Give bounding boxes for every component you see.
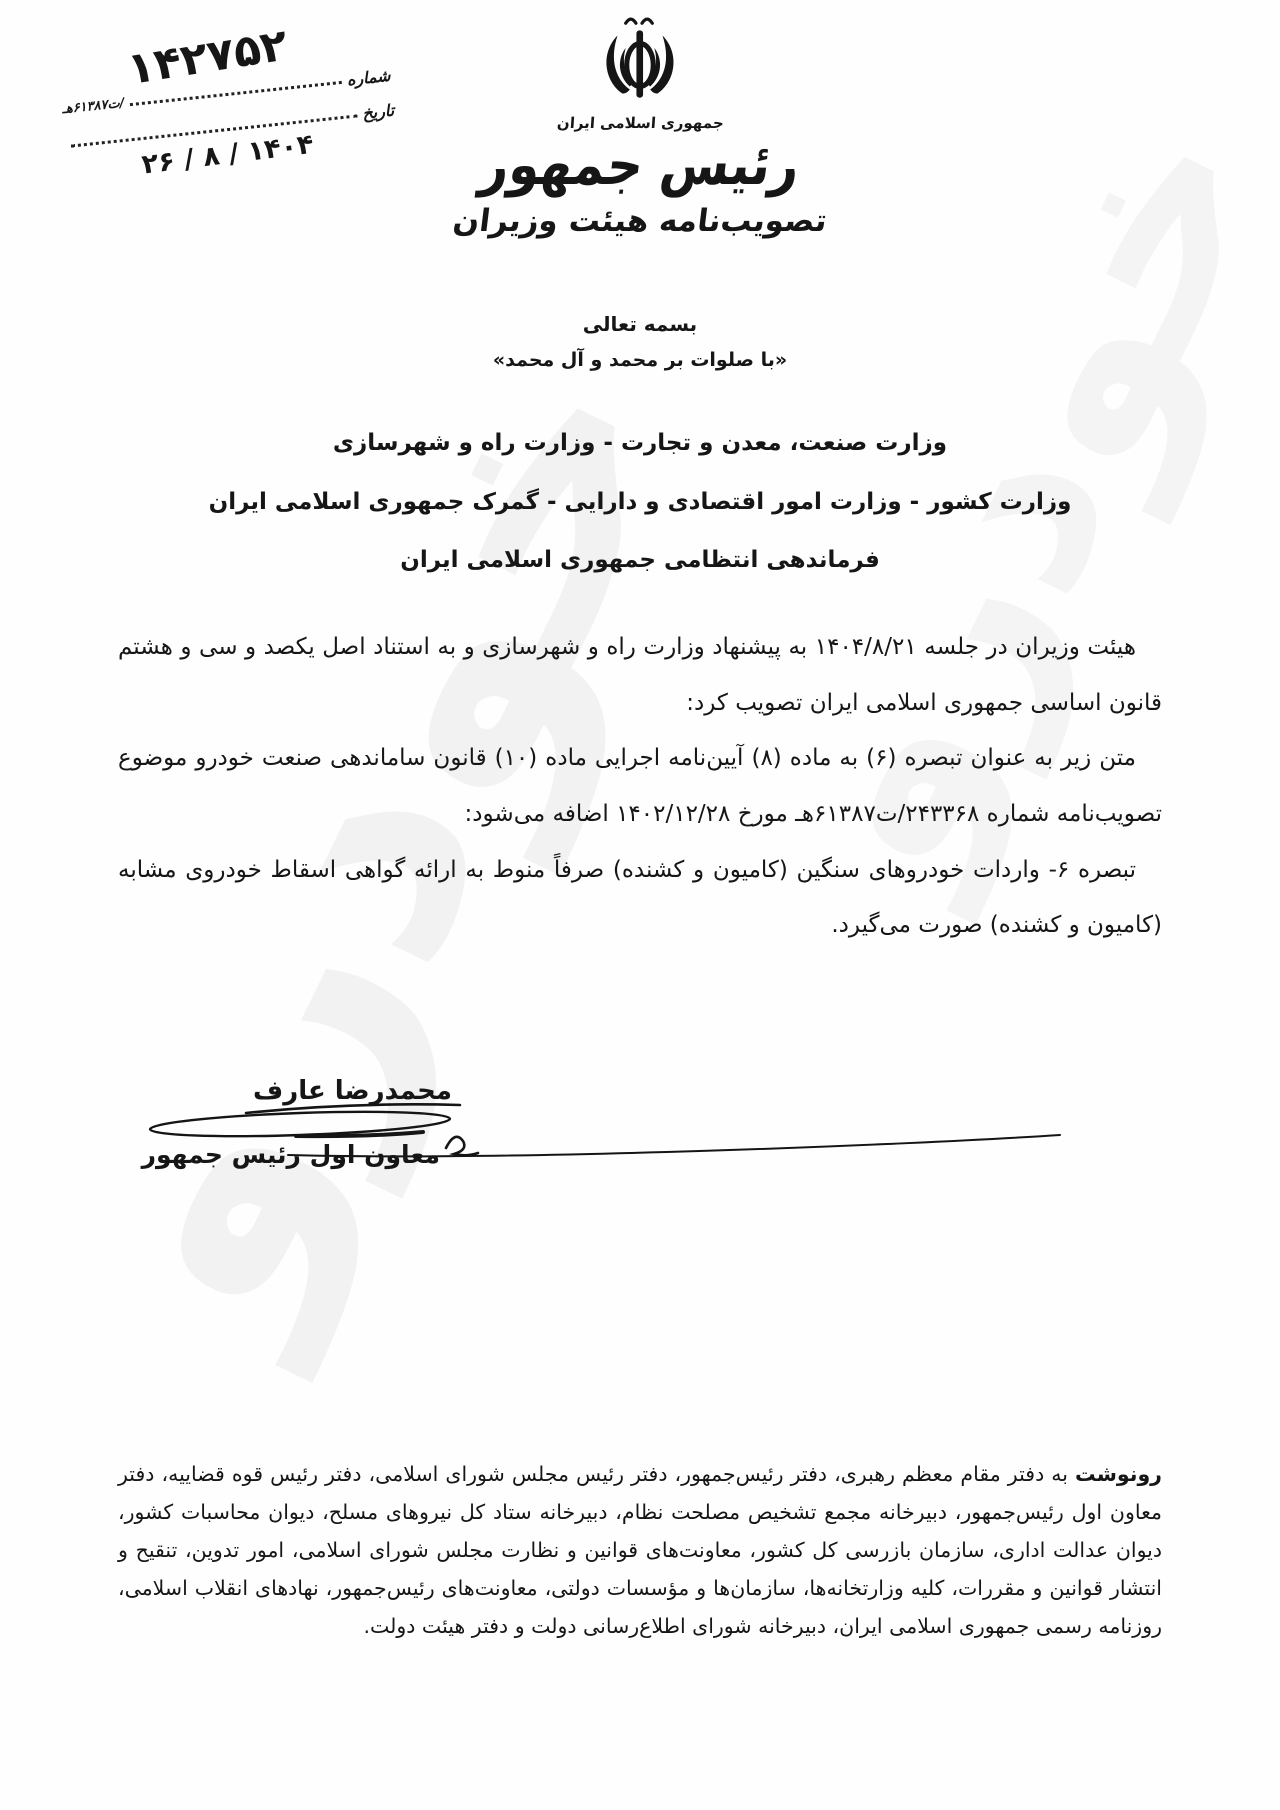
handwritten-date: ۱۴۰۴ / ۸ / ۲۶ (140, 128, 316, 181)
basmala-line: بسمه تعالی (582, 312, 698, 336)
number-field-label: شماره (345, 65, 392, 90)
number-field-suffix: /ت۶۱۳۸۷هـ (61, 95, 126, 118)
addressee-line: وزارت کشور - وزارت امور اقتصادی و دارایی - گمرک جمهوری اسلامی ایران (208, 488, 1072, 515)
body-paragraph-approval: هیئت وزیران در جلسه ۱۴۰۴/۸/۲۱ به پیشنهاد وزارت راه و شهرسازی و به استناد اصل یکصد و سی و هشتم قانون اساسی جمهوری اسلامی ایران تصویب کرد: (118, 634, 1162, 716)
president-calligraphy-title: رئیس جمهور (476, 132, 804, 198)
cc-distribution-paragraph (118, 1455, 1162, 1646)
date-field-label: تاریخ (361, 100, 395, 123)
decree-body (118, 620, 1162, 954)
cc-body: به دفتر مقام معظم رهبری، دفتر رئیس‌جمهور، دفتر رئیس مجلس شورای اسلامی، دفتر رئیس قوه قضاییه، دفتر معاون اول رئیس‌جمهور، دبیرخانه مجمع تشخیص مصلحت نظام، دبیرخانه ستاد کل نیروهای مسلح، دیوان محاسبات کشور، دیوان عدالت اداری، سازمان بازرسی کل کشور، معاونت‌های قوانین و نظارت مجلس شورای اسلامی، امور تدوین، تنقیح و انتشار قوانین و مقررات، کلیه وزارتخانه‌ها، سازمان‌ها و مؤسسات دولتی، معاونت‌های رئیس‌جمهور، نهادهای انقلاب اسلامی، روزنامه رسمی جمهوری اسلامی ایران، دبیرخانه شورای اطلاع‌رسانی دولت و دفتر هیئت دولت. (118, 1461, 1162, 1638)
signatory-name: محمدرضا عارف (253, 1076, 452, 1106)
handwritten-letter-number: ۱۴۲۷۵۲ (123, 19, 291, 96)
letterhead (0, 14, 1280, 239)
signatory-title: معاون اول رئیس جمهور (141, 1140, 440, 1169)
addressee-line: وزارت صنعت، معدن و تجارت - وزارت راه و شهرسازی (332, 430, 948, 456)
cabinet-decree-title: تصویب‌نامه هیئت وزیران (450, 202, 830, 239)
republic-of-iran-label: جمهوری اسلامی ایران (555, 114, 725, 132)
salawat-line: «با صلوات بر محمد و آل محمد» (492, 349, 788, 371)
body-paragraph-amendment: متن زیر به عنوان تبصره (۶) به ماده (۸) آیین‌نامه اجرایی ماده (۱۰) قانون ساماندهی صنعت خودرو موضوع تصویب‌نامه شماره ۲۴۳۳۶۸/ت۶۱۳۸۷هـ مورخ ۱۴۰۲/۱۲/۲۸ اضافه می‌شود: (118, 745, 1162, 827)
body-paragraph-note6: تبصره ۶- واردات خودروهای سنگین (کامیون و کشنده) صرفاً منوط به ارائه گواهی اسقاط خودروی مشابه (کامیون و کشنده) صورت می‌گیرد. (118, 856, 1162, 939)
addressee-line: فرماندهی انتظامی جمهوری اسلامی ایران (400, 547, 880, 574)
cc-label: رونوشت (1075, 1461, 1162, 1486)
addressee-list (0, 414, 1280, 590)
iran-emblem-icon (588, 14, 692, 112)
